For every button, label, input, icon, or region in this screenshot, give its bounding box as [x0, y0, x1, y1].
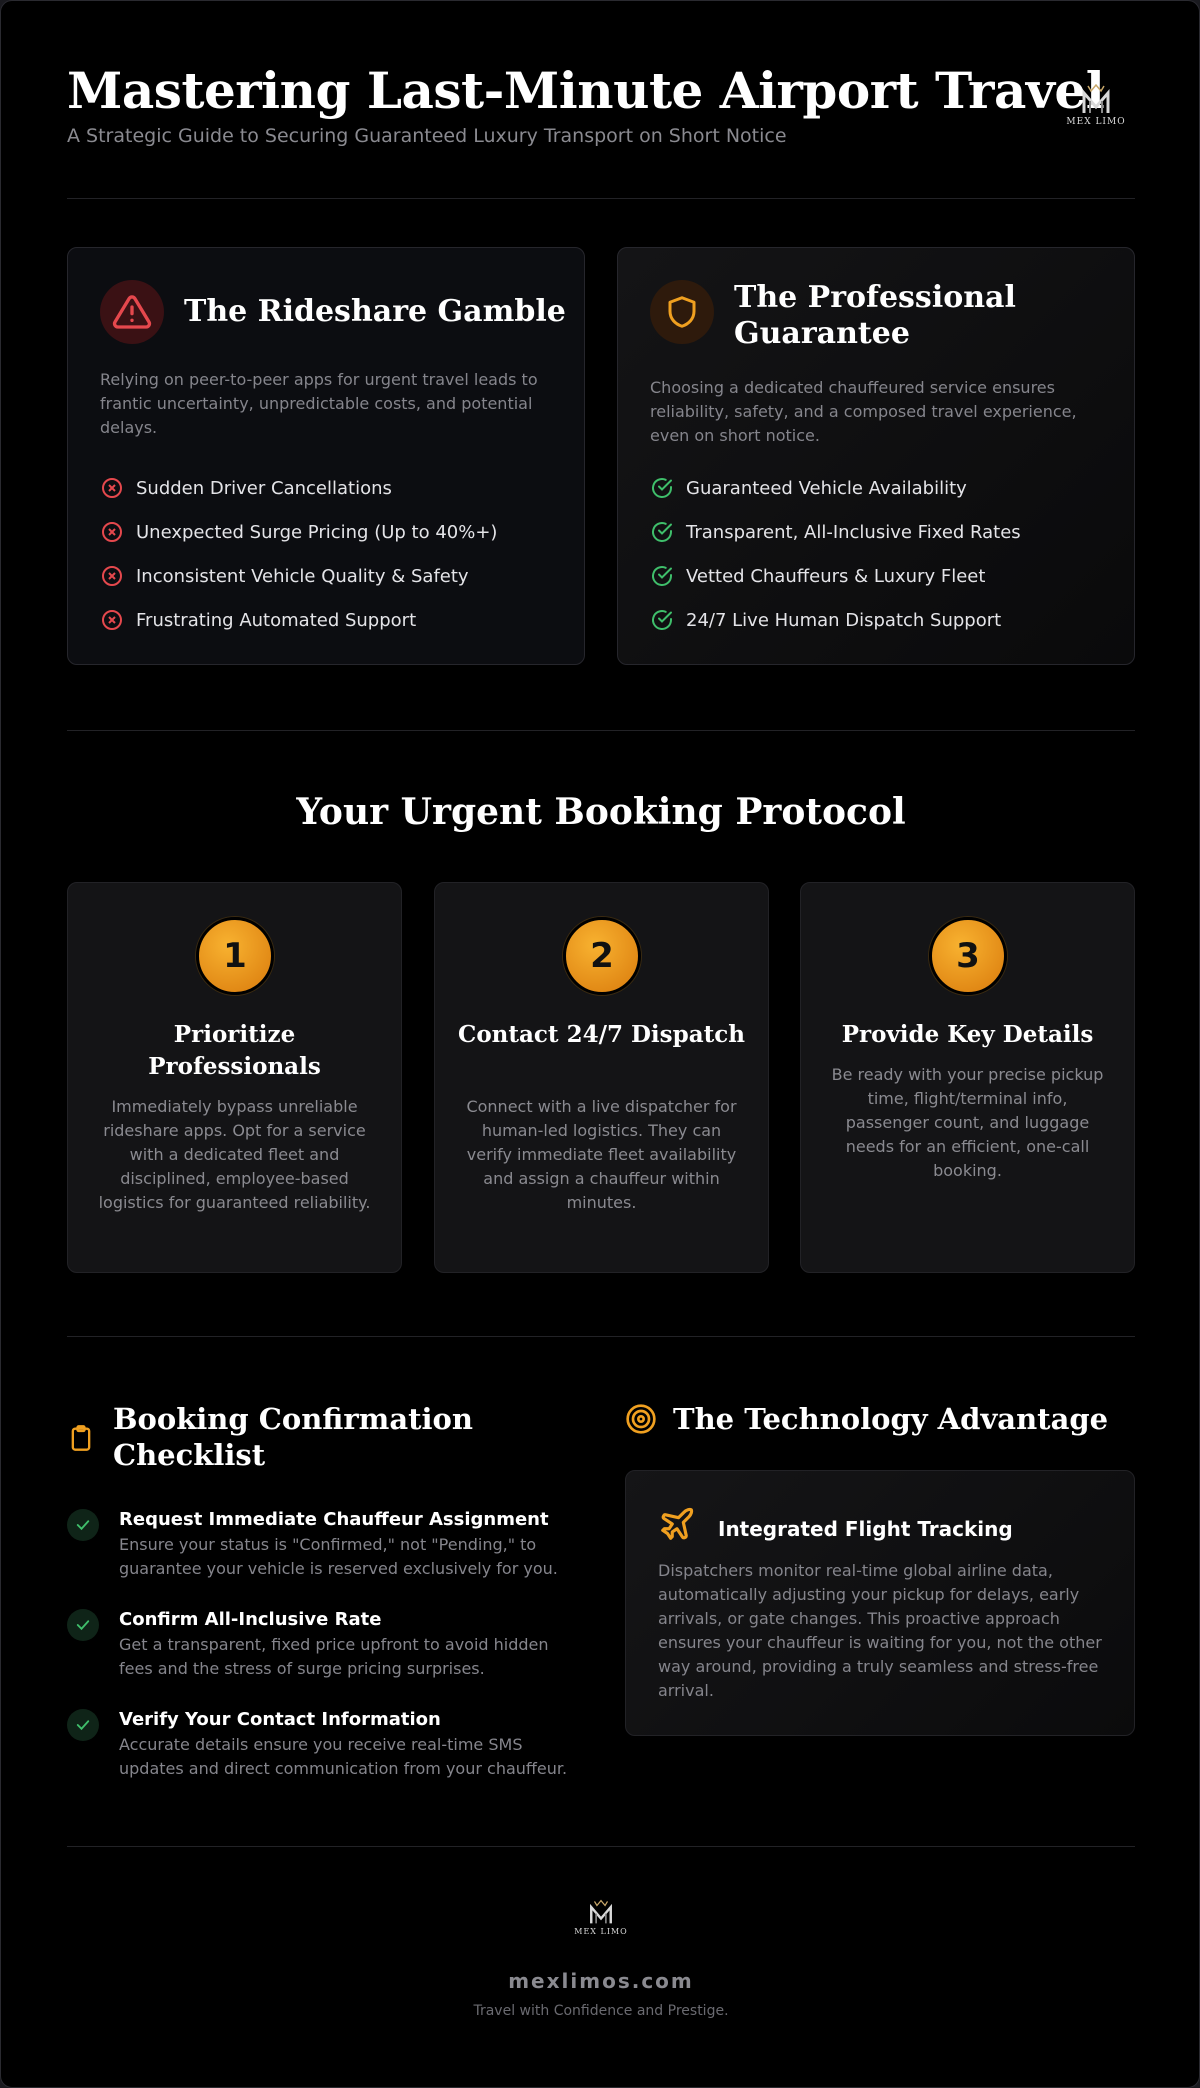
check-circle-icon [650, 608, 674, 632]
checklist-title: Booking Confirmation Checklist [113, 1402, 473, 1472]
x-circle-icon [100, 608, 124, 632]
step-card-3 [800, 882, 1135, 1273]
flight-tracking-card [625, 1470, 1135, 1736]
list-item: Unexpected Surge Pricing (Up to 40%+) [100, 510, 497, 554]
list-item: Transparent, All-Inclusive Fixed Rates [650, 510, 1021, 554]
x-circle-icon [100, 476, 124, 500]
tech-card-description: Dispatchers monitor real-time global airline data, automatically adjusting your pickup for delays, early arrivals, or gate changes. This proactive approach ensures your chauffeur is waiting for you, not the other way around, providing a truly seamless and stress-free arrival. [658, 1561, 1102, 1700]
professional-description: Choosing a dedicated chauffeured service ensures reliability, safety, and a composed travel experience, even on short notice. [650, 378, 1077, 445]
step-title: Prioritize Professionals [148, 1021, 321, 1080]
footer-domain: mexlimos.com [508, 1969, 694, 1993]
list-item: Frustrating Automated Support [100, 598, 497, 642]
warning-triangle-icon [100, 280, 164, 344]
check-icon [67, 1609, 99, 1641]
checklist-item-description: Ensure your status is "Confirmed," not "Pending," to guarantee your vehicle is reserved exclusively for you. [119, 1535, 558, 1578]
clipboard-icon [67, 1423, 95, 1453]
list-item: Guaranteed Vehicle Availability [650, 466, 1021, 510]
protocol-title: Your Urgent Booking Protocol [296, 791, 906, 833]
check-circle-icon [650, 520, 674, 544]
rideshare-description: Relying on peer-to-peer apps for urgent travel leads to frantic uncertainty, unpredictable costs, and potential delays. [100, 370, 538, 437]
divider [67, 198, 1135, 199]
check-icon [67, 1509, 99, 1541]
step-title: Contact 24/7 Dispatch [458, 1021, 745, 1048]
checklist-item-title: Verify Your Contact Information [119, 1709, 441, 1730]
footer-logo [566, 1899, 636, 1936]
shield-icon [650, 280, 714, 344]
divider [67, 1336, 1135, 1337]
page-title: Mastering Last-Minute Airport Travel [67, 61, 1105, 120]
footer-tagline: Travel with Confidence and Prestige. [473, 2003, 729, 2019]
checklist-item-description: Get a transparent, fixed price upfront to avoid hidden fees and the stress of surge pricing surprises. [119, 1635, 549, 1678]
rideshare-list [100, 466, 497, 642]
rideshare-card [67, 247, 585, 665]
checklist-item-description: Accurate details ensure you receive real-time SMS updates and direct communication from your chauffeur. [119, 1735, 568, 1778]
crown-m-icon [1076, 83, 1116, 115]
divider [67, 1846, 1135, 1847]
step-description: Be ready with your precise pickup time, flight/terminal info, passenger count, and luggage needs for an efficient, one-call booking. [831, 1065, 1104, 1180]
step-number: 3 [929, 917, 1007, 995]
list-item: Inconsistent Vehicle Quality & Safety [100, 554, 497, 598]
target-icon [625, 1403, 657, 1435]
check-icon [67, 1709, 99, 1741]
logo-text: MEX LIMO [1066, 117, 1126, 127]
airplane-icon [658, 1505, 696, 1543]
step-card-1 [67, 882, 402, 1273]
step-number: 2 [563, 917, 641, 995]
divider [67, 730, 1135, 731]
step-card-2 [434, 882, 769, 1273]
step-title: Provide Key Details [841, 1021, 1094, 1048]
step-description: Immediately bypass unreliable rideshare apps. Opt for a service with a dedicated fleet and disciplined, employee-based logistics for guaranteed reliability. [98, 1097, 371, 1212]
crown-m-icon [584, 1899, 618, 1925]
professional-title: The Professional Guarantee [734, 280, 1016, 351]
page-subtitle: A Strategic Guide to Securing Guaranteed Luxury Transport on Short Notice [67, 125, 787, 147]
check-circle-icon [650, 476, 674, 500]
list-item: Sudden Driver Cancellations [100, 466, 497, 510]
rideshare-title: The Rideshare Gamble [184, 294, 566, 329]
professional-list [650, 466, 1021, 642]
checklist-item-title: Confirm All-Inclusive Rate [119, 1609, 382, 1630]
tech-card-title: Integrated Flight Tracking [718, 1517, 1013, 1541]
brand-logo [1061, 83, 1131, 127]
x-circle-icon [100, 564, 124, 588]
step-description: Connect with a live dispatcher for human-led logistics. They can verify immediate fleet availability and assign a chauffeur within minutes. [466, 1097, 737, 1212]
check-circle-icon [650, 564, 674, 588]
logo-text: MEX LIMO [574, 1927, 628, 1936]
technology-title: The Technology Advantage [673, 1402, 1109, 1436]
professional-card [617, 247, 1135, 665]
list-item: 24/7 Live Human Dispatch Support [650, 598, 1021, 642]
list-item: Vetted Chauffeurs & Luxury Fleet [650, 554, 1021, 598]
checklist-item-title: Request Immediate Chauffeur Assignment [119, 1509, 549, 1530]
x-circle-icon [100, 520, 124, 544]
step-number: 1 [196, 917, 274, 995]
